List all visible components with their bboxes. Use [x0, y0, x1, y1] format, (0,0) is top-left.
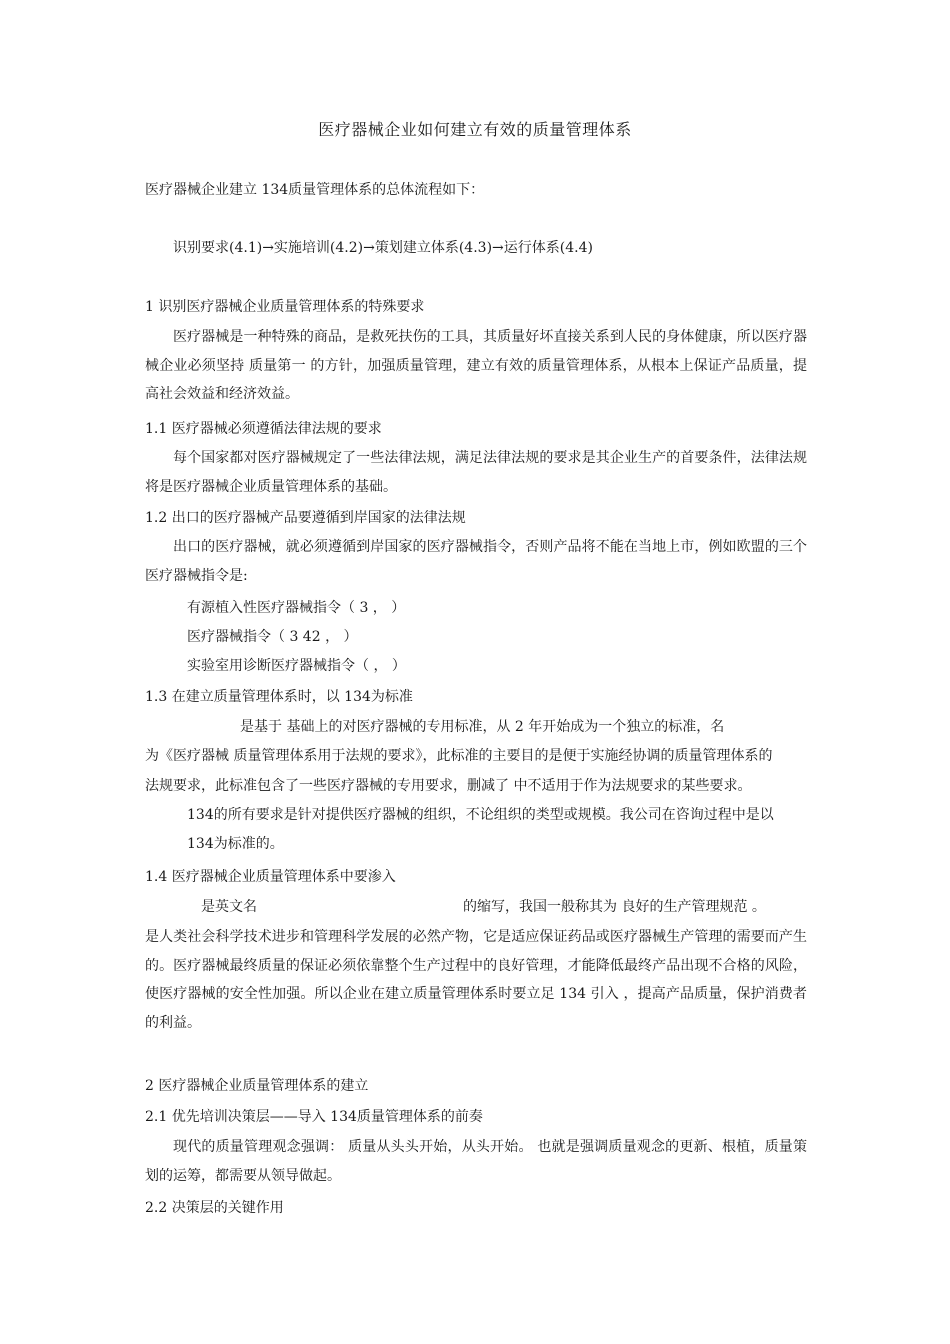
- section-1-3-line: 134为标准的。: [187, 836, 284, 852]
- section-2-2-heading: 2.2 决策层的关键作用: [145, 1200, 284, 1216]
- section-1-3-line: 法规要求，此标准包含了一些医疗器械的专用要求，删减了 中不适用于作为法规要求的某些要求。: [145, 778, 752, 794]
- section-1-1-paragraph: 每个国家都对医疗器械规定了一些法律法规，满足法律法规的要求是其企业生产的首要条件，法律法规将是医疗器械企业质量管理体系的基础。: [145, 450, 807, 495]
- section-1-2-paragraph: 出口的医疗器械，就必须遵循到岸国家的医疗器械指令，否则产品将不能在当地上市，例如欧盟的三个医疗器械指令是:: [145, 539, 807, 584]
- directive-item: 医疗器械指令（ 3 42 ， ）: [187, 629, 358, 645]
- section-2-heading: 2 医疗器械企业质量管理体系的建立: [145, 1078, 369, 1094]
- section-2-1-heading: 2.1 优先培训决策层——导入 134质量管理体系的前奏: [145, 1109, 483, 1125]
- flow-text: 识别要求(4.1)→实施培训(4.2)→策划建立体系(4.3)→运行体系(4.4): [173, 240, 593, 256]
- directive-item: 有源植入性医疗器械指令（ 3 ， ）: [187, 600, 406, 616]
- document-title: 医疗器械企业如何建立有效的质量管理体系: [318, 120, 632, 139]
- section-1-1-heading: 1.1 医疗器械必须遵循法律法规的要求: [145, 421, 382, 437]
- section-1-4-line-a: 是英文名: [201, 899, 257, 915]
- section-1-3-heading: 1.3 在建立质量管理体系时，以 134为标准: [145, 689, 413, 705]
- section-1-3-line: 134的所有要求是针对提供医疗器械的组织，不论组织的类型或规模。我公司在咨询过程中是以: [187, 807, 774, 823]
- section-1-4-heading: 1.4 医疗器械企业质量管理体系中要渗入: [145, 869, 396, 885]
- section-1-3-line: 为《医疗器械 质量管理体系用于法规的要求》，此标准的主要目的是便于实施经协调的质量管理体系的: [145, 748, 773, 764]
- section-1-paragraph: 医疗器械是一种特殊的商品，是救死扶伤的工具，其质量好坏直接关系到人民的身体健康，所以医疗器械企业必须坚持 质量第一 的方针，加强质量管理，建立有效的质量管理体系，从根本上保证产品质量，提高社会效益和经济效益。: [145, 329, 807, 402]
- section-1-2-heading: 1.2 出口的医疗器械产品要遵循到岸国家的法律法规: [145, 510, 466, 526]
- section-1-heading: 1 识别医疗器械企业质量管理体系的特殊要求: [145, 299, 425, 315]
- section-2-1-paragraph: 现代的质量管理观念强调： 质量从头头开始，从头开始。 也就是强调质量观念的更新、根植，质量策划的运筹，都需要从领导做起。: [145, 1139, 807, 1184]
- section-1-4-line-b: 的缩写，我国一般称其为 良好的生产管理规范 。: [463, 899, 766, 915]
- intro-text: 医疗器械企业建立 134质量管理体系的总体流程如下：: [145, 182, 485, 198]
- directive-item: 实验室用诊断医疗器械指令（ ， ）: [187, 658, 406, 674]
- section-1-3-line: 是基于 基础上的对医疗器械的专用标准，从 2 年开始成为一个独立的标准，名: [240, 719, 725, 735]
- section-1-4-paragraph: 是人类社会科学技术进步和管理科学发展的必然产物，它是适应保证药品或医疗器械生产管理的需要而产生的。医疗器械最终质量的保证必须依靠整个生产过程中的良好管理，才能降低最终产品出现不合格的风险，使医疗器械的安全性加强。所以企业在建立质量管理体系时要立足 134 引入 ，提高产品质量，保护消费者的利益。: [145, 929, 807, 1031]
